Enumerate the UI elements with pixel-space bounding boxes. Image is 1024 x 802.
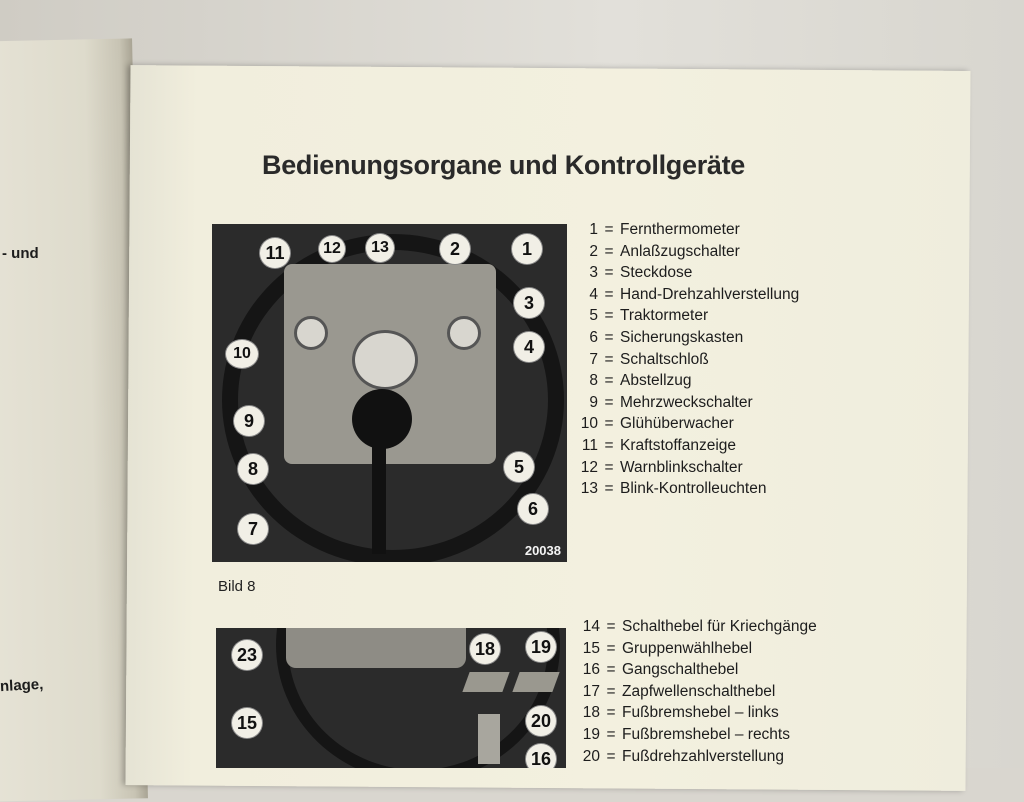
equals-sign: =: [606, 682, 616, 700]
equals-sign: =: [604, 221, 614, 238]
page-title: Bedienungsorgane und Kontrollgeräte: [262, 150, 746, 180]
legend-item: [580, 327, 799, 349]
callout-badge: 3: [514, 288, 544, 318]
brake-pedal-left: [462, 672, 509, 692]
legend-item: [580, 370, 799, 392]
equals-sign: =: [604, 328, 614, 346]
brake-pedal-right: [512, 672, 559, 692]
callout-badge: 19: [526, 632, 556, 662]
callout-badge: 11: [260, 238, 290, 268]
legend-label: Gruppenwählhebel: [622, 639, 753, 657]
legend-item: [580, 284, 799, 306]
callout-badge: 15: [232, 708, 262, 738]
legend-item: [580, 435, 799, 457]
legend-item: [580, 681, 817, 703]
legend-list-2: [580, 616, 817, 767]
legend-number: 19: [582, 725, 600, 743]
legend-number: 5: [589, 307, 598, 325]
legend-number: 1: [589, 221, 598, 238]
legend-label: Fernthermometer: [620, 221, 740, 238]
equals-sign: =: [604, 415, 614, 433]
legend-label: Kraftstoffanzeige: [620, 436, 737, 454]
legend-label: Steckdose: [620, 264, 693, 282]
legend-label: Glühüberwacher: [620, 415, 734, 433]
legend-number: 13: [580, 480, 598, 498]
callout-badge: 5: [504, 452, 534, 482]
equals-sign: =: [606, 618, 616, 635]
legend-list-1: [580, 219, 799, 500]
temperature-gauge: [447, 316, 481, 350]
legend-label: Blink-Kontrolleuchten: [620, 480, 767, 498]
legend-item: [580, 478, 799, 500]
legend-number: 10: [580, 415, 598, 433]
legend-item: [580, 702, 817, 724]
equals-sign: =: [604, 436, 614, 454]
legend-number: 11: [581, 436, 598, 454]
legend-number: 7: [589, 350, 598, 368]
equals-sign: =: [606, 725, 616, 743]
equals-sign: =: [604, 372, 614, 390]
legend-number: 18: [582, 704, 600, 722]
legend-label: Schalthebel für Kriechgänge: [622, 618, 817, 635]
equals-sign: =: [604, 285, 614, 303]
legend-label: Fußdrehzahlverstellung: [622, 747, 784, 765]
callout-badge: 18: [470, 634, 500, 664]
equals-sign: =: [604, 307, 614, 325]
legend-item: [580, 616, 817, 638]
legend-number: 9: [589, 393, 598, 411]
callout-badge: 4: [514, 332, 544, 362]
legend-label: Hand-Drehzahlverstellung: [620, 285, 800, 303]
legend-number: 6: [589, 328, 598, 346]
legend-number: 4: [589, 285, 598, 303]
equals-sign: =: [604, 458, 614, 476]
legend-item: [580, 724, 817, 746]
legend-item: [580, 638, 817, 660]
legend-label: Gangschalthebel: [622, 661, 739, 679]
legend-label: Anlaßzugschalter: [620, 242, 740, 260]
legend-item: [580, 659, 817, 681]
callout-badge: 8: [238, 454, 268, 484]
legend-number: 15: [582, 639, 600, 657]
equals-sign: =: [604, 480, 614, 498]
legend-label: Fußbremshebel – rechts: [622, 725, 790, 743]
callout-badge: 10: [226, 340, 258, 368]
callout-badge: 13: [366, 234, 394, 262]
legend-label: Fußbremshebel – links: [622, 704, 779, 722]
callout-badge: 9: [234, 406, 264, 436]
steering-column: [372, 444, 386, 554]
figure-caption: Bild 8: [218, 578, 256, 595]
callout-badge: 1: [512, 234, 542, 264]
legend-label: Zapfwellenschalthebel: [622, 682, 776, 700]
legend-label: Sicherungskasten: [620, 328, 744, 346]
legend-number: 14: [582, 618, 600, 635]
legend-item: [580, 219, 799, 241]
callout-badge: 7: [238, 514, 268, 544]
legend-number: 17: [582, 682, 600, 700]
equals-sign: =: [604, 350, 614, 368]
legend-number: 12: [580, 458, 598, 476]
legend-item: [580, 457, 799, 479]
pedals-photo: [216, 628, 566, 768]
legend-number: 16: [582, 661, 600, 679]
legend-item: [580, 262, 799, 284]
left-page-fragment: nlage,: [0, 675, 44, 696]
legend-label: Mehrzweckschalter: [620, 393, 753, 411]
legend-label: Abstellzug: [620, 372, 692, 390]
photo-code: 20038: [524, 543, 561, 558]
legend-number: 20: [582, 747, 600, 765]
fuel-gauge: [294, 316, 328, 350]
legend-number: 8: [589, 372, 598, 390]
callout-badge: 6: [518, 494, 548, 524]
tractormeter-gauge: [352, 330, 418, 390]
dashboard-photo: [212, 224, 567, 562]
callout-badge: 12: [319, 236, 345, 262]
legend-item: [580, 746, 817, 768]
legend-item: [580, 305, 799, 327]
equals-sign: =: [606, 639, 616, 657]
callout-badge: 2: [440, 234, 470, 264]
legend-item: [580, 413, 799, 435]
callout-badge: 16: [526, 744, 556, 768]
equals-sign: =: [604, 393, 614, 411]
dashboard-lower: [286, 628, 466, 668]
equals-sign: =: [606, 704, 616, 722]
steering-hub: [352, 389, 412, 449]
callout-badge: 20: [526, 706, 556, 736]
equals-sign: =: [604, 264, 614, 282]
left-page-fragment: - und: [2, 245, 39, 262]
equals-sign: =: [604, 242, 614, 260]
legend-item: [580, 392, 799, 414]
legend-number: 2: [589, 242, 598, 260]
legend-number: 3: [589, 264, 598, 282]
equals-sign: =: [606, 747, 616, 765]
legend-label: Warnblinkschalter: [620, 458, 743, 476]
equals-sign: =: [606, 661, 616, 679]
foot-throttle: [478, 714, 500, 764]
legend-label: Traktormeter: [620, 307, 709, 325]
callout-badge: 23: [232, 640, 262, 670]
legend-item: [580, 349, 799, 371]
legend-label: Schaltschloß: [620, 350, 709, 368]
legend-item: [580, 241, 799, 263]
